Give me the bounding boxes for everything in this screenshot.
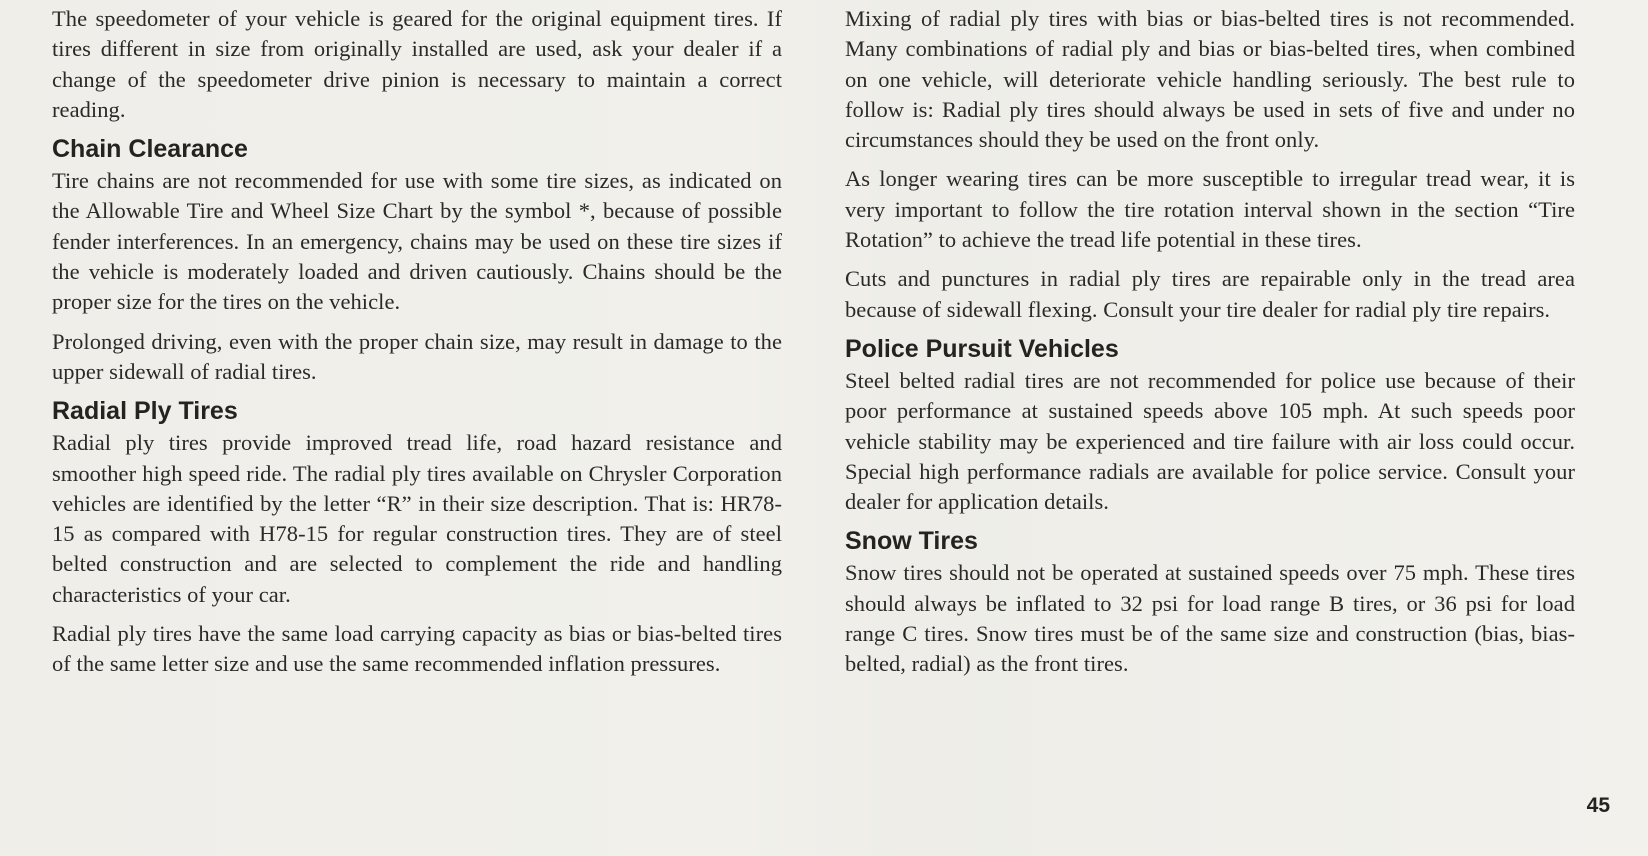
snow-tires-paragraph: Snow tires should not be operated at sustained speeds over 75 mph. These tires should always be inflated to 32 psi for load range B tires, or 36 psi for load range C tires. Snow tires must be of the same size and construction (bias, bias-belted, radial) as the front tires. bbox=[845, 560, 1575, 677]
radial-ply-tires-heading: Radial Ply Tires bbox=[52, 397, 238, 426]
mixing-tires-paragraph: Mixing of radial ply tires with bias or bias-belted tires is not recommended. Many combinations of radial ply and bias or bias-belted tires, when combined on one vehicle, will deteriorate vehicle handling seriously. The best rule to follow is: Radial ply tires should always be used in sets of five and under no circumstances should they be used on the front only. bbox=[845, 6, 1575, 153]
page-number: 45 bbox=[1586, 794, 1610, 817]
radial-ply-tires-paragraph-1: Radial ply tires provide improved tread life, road hazard resistance and smoother high speed ride. The radial ply tires available on Chrysler Corporation vehicles are identified by the letter “R” in their size description. That is: HR78-15 as compared with H78-15 for regular construction tires. They are of steel belted construction and are selected to complement the ride and handling characteristics of your car. bbox=[52, 430, 782, 607]
snow-tires-heading: Snow Tires bbox=[845, 527, 978, 556]
police-pursuit-heading: Police Pursuit Vehicles bbox=[845, 334, 1119, 363]
right-column bbox=[845, 4, 1575, 689]
cuts-punctures-paragraph: Cuts and punctures in radial ply tires are repairable only in the tread area because of sidewall flexing. Consult your tire dealer for radial ply tire repairs. bbox=[845, 266, 1575, 322]
speedometer-paragraph: The speedometer of your vehicle is geared for the original equipment tires. If tires different in size from originally installed are used, ask your dealer if a change of the speedometer drive pinion is necessary to maintain a correct reading. bbox=[52, 6, 782, 122]
radial-ply-tires-paragraph-2: Radial ply tires have the same load carrying capacity as bias or bias-belted tires of the same letter size and use the same recommended inflation pressures. bbox=[52, 621, 782, 677]
chain-clearance-heading: Chain Clearance bbox=[52, 135, 248, 164]
tread-wear-paragraph: As longer wearing tires can be more susceptible to irregular tread wear, it is very important to follow the tire rotation interval shown in the section “Tire Rotation” to achieve the tread life potential in these tires. bbox=[845, 166, 1575, 253]
police-pursuit-paragraph: Steel belted radial tires are not recommended for police use because of their poor performance at sustained speeds above 105 mph. At such speeds poor vehicle stability may be experienced and tire failure with air loss could occur. Special high performance radials are available for police service. Consult your dealer for application details. bbox=[845, 367, 1575, 515]
left-column bbox=[52, 4, 782, 689]
chain-clearance-paragraph-1: Tire chains are not recommended for use with some tire sizes, as indicated on the Allowable Tire and Wheel Size Chart by the symbol *, because of possible fender interferences. In an emergency, chains may be used on these tire sizes if the vehicle is moderately loaded and driven cautiously. Chains should be the proper size for the tires on the vehicle. bbox=[52, 168, 782, 315]
chain-clearance-paragraph-2: Prolonged driving, even with the proper chain size, may result in damage to the upper sidewall of radial tires. bbox=[52, 328, 782, 384]
